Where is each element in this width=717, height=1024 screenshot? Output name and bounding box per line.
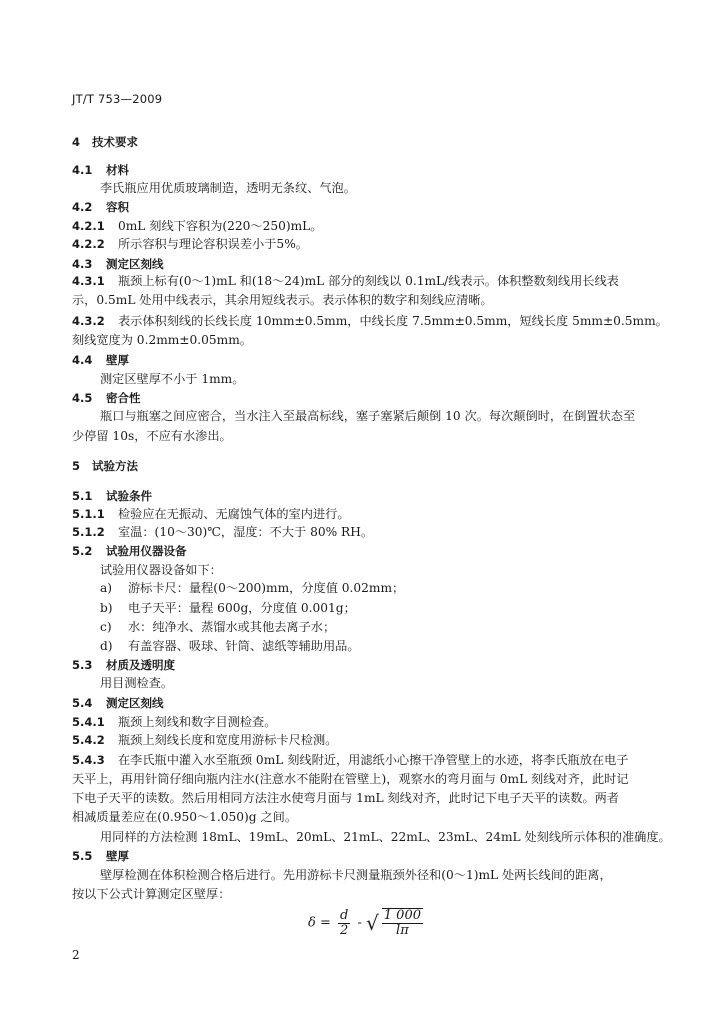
section-4-4-heading: 4.4 壁厚: [72, 353, 129, 367]
section-4-3-2-cont: 刻线宽度为 0.2mm±0.05mm。: [72, 333, 252, 347]
section-5-5-cont: 按以下公式计算测定区壁厚：: [72, 887, 231, 901]
section-5-4-1: 5.4.1 瓶颈上刻线和数字目测检查。: [72, 715, 277, 729]
section-5-heading: 5 试验方法: [72, 459, 138, 473]
section-4-2-1: 4.2.1 0mL 刻线下容积为(220～250)mL。: [72, 219, 323, 233]
section-4-4-body: 测定区壁厚不小于 1mm。: [100, 372, 245, 386]
section-5-2-heading: 5.2 试验用仪器设备: [72, 544, 187, 558]
section-5-3-heading: 5.3 材质及透明度: [72, 658, 175, 672]
list-item: b) 电子天平：量程 600g，分度值 0.001g；: [100, 601, 356, 615]
section-4-1-heading: 4.1 材料: [72, 163, 129, 177]
section-5-5-heading: 5.5 壁厚: [72, 849, 129, 863]
formula-frac-numerator: d: [340, 907, 349, 923]
section-4-heading: 4 技术要求: [72, 135, 138, 149]
section-4-5-body: 瓶口与瓶塞之间应密合，当水注入至最高标线，塞子塞紧后颠倒 10 次。每次颠倒时，在倒置状态至: [100, 409, 636, 423]
section-5-4-3-line: 下电子天平的读数。然后用相同方法注水使弯月面与 1mL 刻线对齐，此时记下电子天平的读数。两者: [72, 791, 620, 805]
wall-thickness-formula: [308, 908, 426, 938]
section-5-4-3-line: 相减质量差应在(0.950～1.050)g 之间。: [72, 810, 298, 824]
section-4-5-heading: 4.5 密合性: [72, 391, 141, 405]
section-5-3-body: 用目测检查。: [100, 676, 174, 690]
formula-frac-denominator: 2: [340, 922, 349, 938]
formula-sqrt-numerator: 1 000: [383, 908, 421, 923]
section-5-4-3: 5.4.3 在李氏瓶中灌入水至瓶颈 0mL 刻线附近，用滤纸小心擦干净管壁上的水迹，将李氏瓶放在电子: [72, 753, 629, 767]
list-item: c) 水：纯净水、蒸馏水或其他去离子水；: [100, 620, 336, 634]
formula-sqrt-denominator: lπ: [396, 923, 409, 938]
section-5-1-1: 5.1.1 检验应在无振动、无腐蚀气体的室内进行。: [72, 507, 350, 521]
standard-code-header: JT/T 753—2009: [72, 92, 163, 106]
section-4-2-heading: 4.2 容积: [72, 200, 129, 214]
list-item: d) 有盖容器、吸球、针筒、滤纸等辅助用品。: [100, 639, 360, 653]
formula-equals: =: [319, 915, 331, 931]
formula-fraction: [338, 909, 350, 938]
section-4-2-2: 4.2.2 所示容积与理论容积误差小于5%。: [72, 237, 308, 251]
section-4-3-1-cont: 示，0.5mL 处用中线表示，其余用短线表示。表示体积的数字和刻线应清晰。: [72, 293, 493, 307]
section-5-1-2: 5.1.2 室温：(10～30)℃，湿度：不大于 80% RH。: [72, 525, 374, 539]
section-5-4-2: 5.4.2 瓶颈上刻线长度和宽度用游标卡尺检测。: [72, 733, 338, 747]
formula-minus: -: [357, 915, 362, 931]
sqrt-icon: √: [366, 911, 379, 935]
section-5-4-3-para2: 用同样的方法检测 18mL、19mL、20mL、21mL、22mL、23mL、24mL 处刻线所示体积的准确度。: [100, 830, 671, 844]
section-4-3-2: 4.3.2 表示体积刻线的长线长度 10mm±0.5mm，中线长度 7.5mm±0.5mm，短线长度 5mm±0.5mm。: [72, 314, 668, 328]
page-number: 2: [72, 948, 80, 962]
section-4-3-heading: 4.3 测定区刻线: [72, 257, 164, 271]
list-item: a) 游标卡尺：量程(0～200)mm，分度值 0.02mm；: [100, 581, 405, 595]
section-4-5-cont: 少停留 10s，不应有水渗出。: [72, 429, 232, 443]
section-5-4-heading: 5.4 测定区刻线: [72, 696, 164, 710]
formula-lhs: δ: [308, 915, 316, 931]
section-4-3-1: 4.3.1 瓶颈上标有(0～1)mL 和(18～24)mL 部分的刻线以 0.1mL/线表示。体积整数刻线用长线表: [72, 274, 619, 288]
section-5-2-intro: 试验用仪器设备如下：: [100, 563, 222, 577]
section-5-1-heading: 5.1 试验条件: [72, 489, 152, 503]
section-5-4-3-line: 天平上，再用针筒仔细向瓶内注水(注意水不能附在管壁上)，观察水的弯月面与 0mL 刻线对齐，此时记: [72, 772, 629, 786]
section-5-5-body: 壁厚检测在体积检测合格后进行。先用游标卡尺测量瓶颈外径和(0～1)mL 处两长线间的距离，: [100, 868, 612, 882]
formula-sqrt: [366, 908, 426, 938]
section-4-1-body: 李氏瓶应用优质玻璃制造，透明无条纹、气泡。: [100, 181, 356, 195]
